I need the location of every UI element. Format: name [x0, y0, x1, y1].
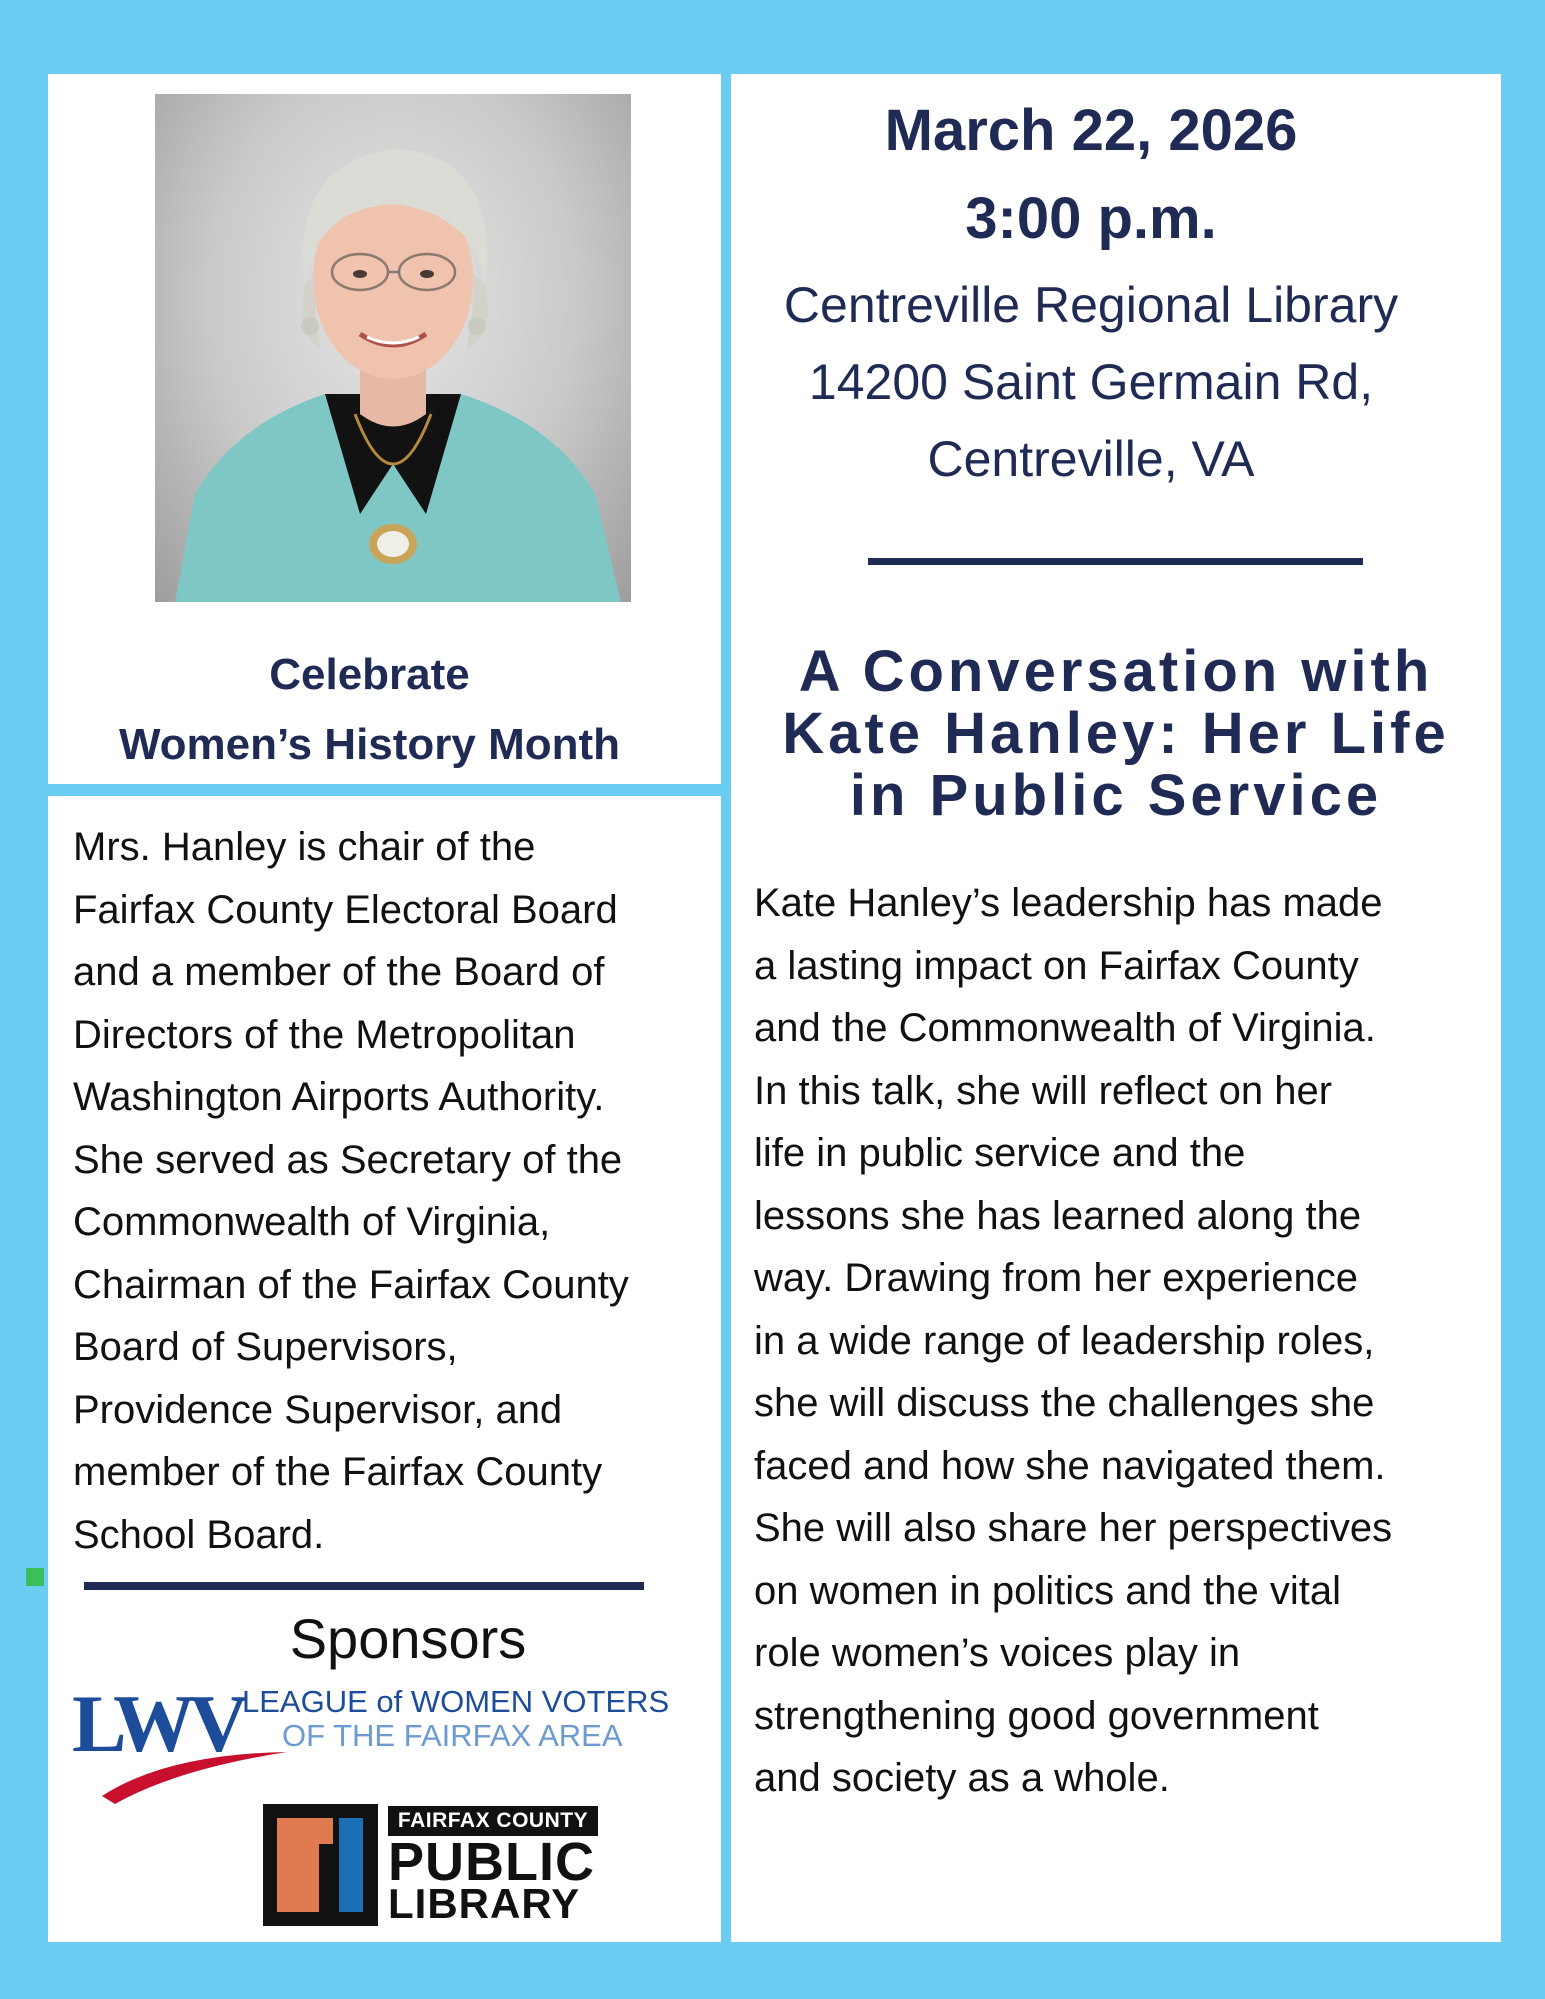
- description-line: In this talk, she will reflect on her: [754, 1068, 1333, 1113]
- venue-name: Centreville Regional Library: [783, 277, 1399, 333]
- description-line: strengthening good government: [754, 1693, 1319, 1738]
- bio-line: Mrs. Hanley is chair of the: [73, 825, 536, 869]
- description-line: lessons she has learned along the: [754, 1193, 1362, 1238]
- green-marker: [26, 1568, 44, 1586]
- celebrate-heading: [48, 640, 691, 780]
- celebrate-line-2: Women’s History Month: [118, 720, 621, 769]
- library-book-icon: [263, 1804, 378, 1926]
- venue-street: 14200 Saint Germain Rd,: [808, 354, 1374, 410]
- description-line: way. Drawing from her experience: [754, 1256, 1358, 1300]
- bio-line: member of the Fairfax County: [73, 1450, 603, 1494]
- description-line: role women’s voices play in: [754, 1631, 1241, 1675]
- event-title: [736, 641, 1496, 827]
- venue-city: Centreville, VA: [927, 431, 1255, 487]
- bio-line: School Board.: [73, 1512, 325, 1557]
- lwv-logo-subtitle: OF THE FAIRFAX AREA: [282, 1718, 623, 1753]
- description-line: faced and how she navigated them.: [754, 1443, 1386, 1488]
- fcpl-logo: [263, 1804, 643, 1929]
- bio-line: Fairfax County Electoral Board: [73, 887, 618, 932]
- fcpl-logo-public: PUBLIC: [388, 1832, 595, 1892]
- bio-line: Washington Airports Authority.: [73, 1075, 605, 1119]
- bio-line: Commonwealth of Virginia,: [73, 1200, 551, 1244]
- description-line: Kate Hanley’s leadership has made: [754, 881, 1383, 925]
- description-line: a lasting impact on Fairfax County: [754, 943, 1359, 988]
- section-divider: [84, 1582, 644, 1590]
- description-line: on women in politics and the vital: [754, 1568, 1341, 1613]
- lwv-logo-name: LEAGUE of WOMEN VOTERS: [242, 1684, 670, 1719]
- lwv-logo-mark: LWV: [72, 1678, 243, 1769]
- event-panel: [731, 74, 1501, 1942]
- description-line: in a wide range of leadership roles,: [754, 1318, 1375, 1363]
- bio-line: Providence Supervisor, and: [73, 1387, 563, 1432]
- bio-line: Chairman of the Fairfax County: [73, 1262, 629, 1307]
- bio-line: She served as Secretary of the: [73, 1137, 623, 1182]
- bio-line: Board of Supervisors,: [73, 1325, 458, 1369]
- event-date: March 22, 2026: [884, 98, 1298, 163]
- bio-line: and a member of the Board of: [73, 950, 605, 994]
- fcpl-logo-library: LIBRARY: [388, 1880, 581, 1927]
- bio-panel: [48, 796, 721, 1942]
- event-title-line: A Conversation with: [798, 639, 1434, 704]
- event-description: [754, 872, 1494, 1810]
- description-line: she will discuss the challenges she: [754, 1381, 1375, 1425]
- description-line: and the Commonwealth of Virginia.: [754, 1006, 1376, 1050]
- event-time: 3:00 p.m.: [965, 186, 1217, 251]
- lwv-swoosh-icon: [97, 1734, 297, 1804]
- photo-panel: [48, 74, 721, 784]
- section-divider: [868, 558, 1363, 565]
- event-title-line: Kate Hanley: Her Life: [782, 701, 1450, 766]
- lwv-logo: [72, 1678, 712, 1804]
- fcpl-logo-band: FAIRFAX COUNTY: [388, 1806, 598, 1836]
- bio-line: Directors of the Metropolitan: [73, 1012, 576, 1057]
- description-line: life in public service and the: [754, 1131, 1246, 1175]
- event-title-line: in Public Service: [849, 763, 1383, 828]
- portrait-photo: [155, 94, 631, 602]
- sponsors-heading: Sponsors: [289, 1607, 527, 1670]
- celebrate-line-1: Celebrate: [269, 650, 470, 699]
- bio-text: [73, 816, 713, 1566]
- description-line: She will also share her perspectives: [754, 1506, 1393, 1550]
- description-line: and society as a whole.: [754, 1756, 1170, 1800]
